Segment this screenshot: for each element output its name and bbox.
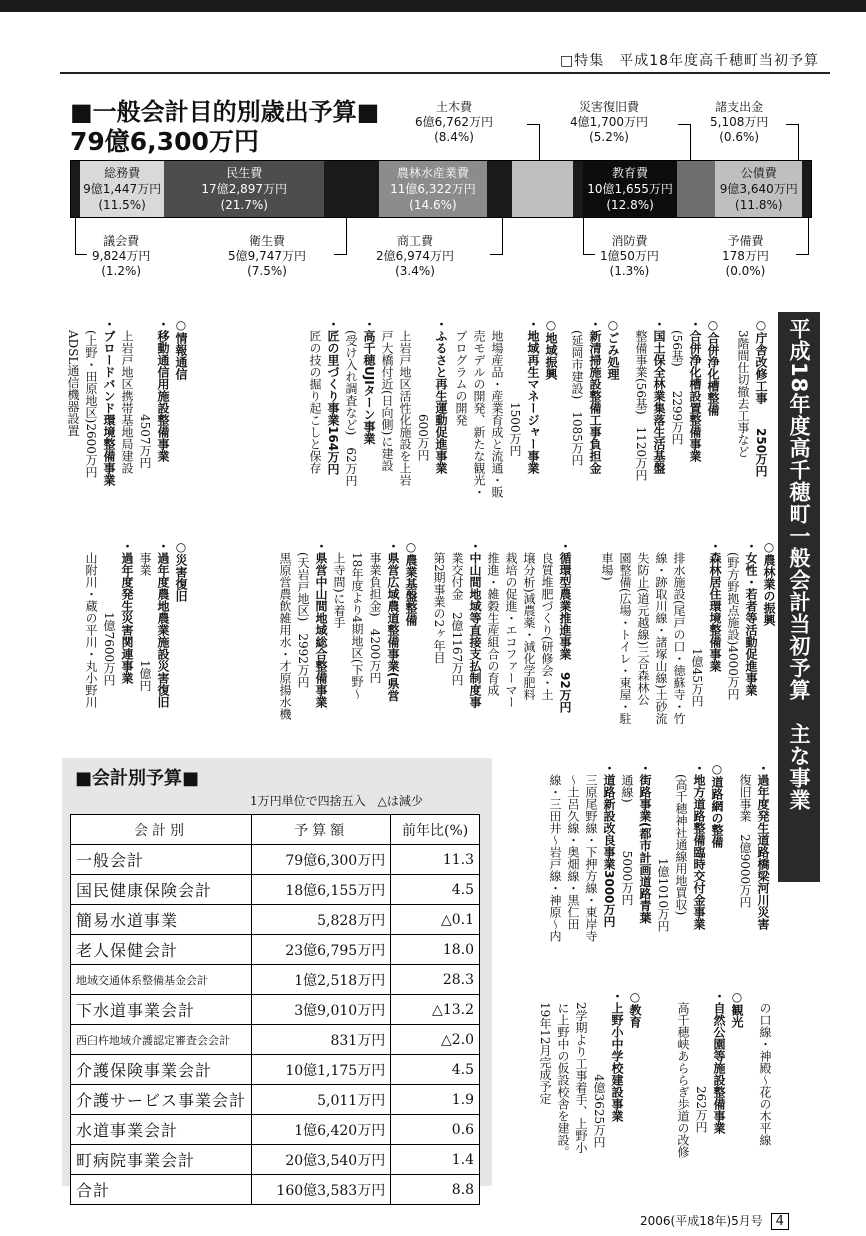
account-name: 町病院事業会計 <box>71 1145 252 1175</box>
account-change: △0.1 <box>391 905 480 935</box>
project-item-detail: プログラムの開発 <box>454 318 468 426</box>
account-name: 下水道事業会計 <box>71 995 252 1025</box>
project-item-detail: (上野・田原地区)2600万円 <box>84 318 98 478</box>
account-name: 介護保険事業会計 <box>71 1055 252 1085</box>
issue-date: 2006(平成18年)5月号 <box>640 1214 763 1228</box>
project-column <box>752 990 774 1180</box>
callout-doboku: 土木費 6億6,762万円 (8.4%) <box>415 100 493 144</box>
callout-tick <box>786 124 798 125</box>
account-change: 4.5 <box>391 875 480 905</box>
account-name: 介護サービス事業会計 <box>71 1085 252 1115</box>
project-item-detail: 1500万円 <box>508 318 522 457</box>
project-column <box>650 990 746 1180</box>
project-item-detail: (56基) 2299万円 <box>670 318 684 446</box>
project-item-detail: 栽培の促進・エコファーマー <box>504 540 518 708</box>
project-item-detail: 高千穂峡あららぎ歩道の改修 <box>676 990 690 1158</box>
top-border <box>0 0 866 12</box>
project-item-detail: 第2期事業の2ヶ年目 <box>432 540 446 664</box>
project-item-detail: (野方野拠点施設)4000万円 <box>726 540 740 700</box>
footer <box>640 1212 789 1230</box>
project-item-detail: (高千穂神社通線用地買収) <box>674 762 688 916</box>
project-item-title: ・女性・若者等活動促進事業 <box>744 540 758 696</box>
project-item-detail: の口線・神殿～花の木平線 <box>758 990 772 1146</box>
project-section-heading: ○合併浄化槽整備 <box>706 318 720 416</box>
segment-amount: 17億2,897万円 <box>201 182 288 196</box>
account-change: 28.3 <box>391 965 480 995</box>
expenditure-total: 79億6,300万円 <box>70 127 259 156</box>
project-item-detail: ADSL通信機器設置 <box>66 318 80 437</box>
account-change: 1.9 <box>391 1085 480 1115</box>
bar-segment-saigai <box>677 161 715 217</box>
project-item-detail: 園整備(広場・トイレ・東屋・駐 <box>618 540 632 725</box>
segment-name: 農林水産業費 <box>396 166 469 180</box>
segment-amount: 11億6,322万円 <box>390 182 476 196</box>
project-item-detail: 19年12月完成予定 <box>538 990 552 1105</box>
project-item-detail: 良質堆肥づくり(研修会・土 <box>540 540 554 701</box>
header-change: 前年比(%) <box>391 815 480 845</box>
header-account: 会計別 <box>71 815 252 845</box>
header-rule <box>60 72 830 74</box>
project-column <box>430 540 574 740</box>
table-row <box>71 1115 480 1145</box>
callout-tick <box>690 124 691 160</box>
project-item-detail: 1億1010万円 <box>656 762 670 933</box>
project-item-title: ・中山間地域等直接支払制度事 <box>468 540 482 708</box>
table-row <box>71 1175 480 1205</box>
project-item-detail: 事業負担金) 4200万円 <box>368 540 382 684</box>
segment-name: 総務費 <box>104 166 141 180</box>
account-amount: 20億3,540万円 <box>252 1145 391 1175</box>
account-name: 西臼杵地域介護認定審査会会計 <box>71 1025 252 1055</box>
project-section-heading: ○庁舎改修工事 250万円 <box>754 318 768 478</box>
project-item-detail: (受け入れ調査など) 62万円 <box>344 318 358 487</box>
project-section-heading: ○災害復旧 <box>174 540 188 602</box>
account-amount: 5,011万円 <box>252 1085 391 1115</box>
account-amount: 831万円 <box>252 1025 391 1055</box>
table-row <box>71 905 480 935</box>
project-item-detail: 業交付金 2億1167万円 <box>450 540 464 687</box>
project-item-title: ・高千穂UJIターン事業 <box>362 318 376 445</box>
project-item-detail: に上野中の仮設校舎を建設。 <box>556 990 570 1158</box>
project-item-title: ・道路新設改良事業3000万円 <box>602 762 616 928</box>
bar-segment-shoko <box>487 161 512 217</box>
project-item-detail: 壌分析)減農薬・減化学肥料 <box>522 540 536 701</box>
project-section-heading: ○地域振興 <box>544 318 558 380</box>
project-column <box>64 540 190 740</box>
accounts-note: 1万円単位で四捨五入 △は減少 <box>250 794 423 808</box>
project-section-heading: ○ごみ処理 <box>606 318 620 380</box>
project-item-detail: 上岩戸地区携帯基地局建設 <box>120 318 134 474</box>
project-item-title: ・県営中山間地域総合整備事業 <box>314 540 328 708</box>
table-row <box>71 845 480 875</box>
segment-amount: 9億1,447万円 <box>83 182 162 196</box>
callout-tick <box>502 218 503 255</box>
account-change: 0.6 <box>391 1115 480 1145</box>
callout-yobi: 予備費 178万円 (0.0%) <box>722 234 769 278</box>
account-change: 1.4 <box>391 1145 480 1175</box>
project-item-title: ・森林居住環境整備事業 <box>708 540 722 672</box>
project-section-heading: ○観光 <box>730 990 744 1028</box>
account-change: 18.0 <box>391 935 480 965</box>
bar-segment-somu <box>80 161 165 217</box>
project-item-title: ・地域再生マネージャー事業 <box>526 318 540 474</box>
account-amount: 5,828万円 <box>252 905 391 935</box>
project-section-heading: ○農林業の振興 <box>762 540 776 626</box>
segment-pct: (11.5%) <box>98 198 146 212</box>
project-section-heading: ○情報通信 <box>174 318 188 380</box>
header-section-title: □特集 平成18年度高千穂町当初予算 <box>560 53 820 69</box>
project-item-detail: 線・跡取川線・諸塚山線)土砂流 <box>654 540 668 725</box>
project-section-heading: ○教育 <box>628 990 642 1028</box>
project-item-detail: 失防止(道元越線)三合森林公 <box>636 540 650 706</box>
callout-tick <box>796 254 808 255</box>
table-row <box>71 965 480 995</box>
account-name: 簡易水道事業 <box>71 905 252 935</box>
project-item-detail: 18年度より4期地区(下野～ <box>350 540 364 700</box>
callout-tick <box>798 124 799 160</box>
project-item-detail: (延岡市建設) 1085万円 <box>570 318 584 466</box>
project-item-title: ・街路事業(都市計画道路青葉 <box>638 762 652 924</box>
project-item-detail: 黒原営農飲雑用水・才原揚水機 <box>278 540 292 720</box>
project-item-detail: 600万円 <box>416 318 430 461</box>
project-item-title: ・過年度発生道路橋梁河川災害 <box>756 762 770 930</box>
account-name: 地域交通体系整備基金会計 <box>71 965 252 995</box>
page-number: 4 <box>771 1213 789 1230</box>
project-item-detail: 復旧事業 2億9000万円 <box>738 762 752 909</box>
callout-tick <box>583 218 584 254</box>
account-amount: 1億6,420万円 <box>252 1115 391 1145</box>
project-item-detail: 4億3625万円 <box>592 990 606 1149</box>
callout-tick <box>678 124 690 125</box>
expenditure-title: ■一般会計目的別歳出予算■ <box>70 98 380 126</box>
accounts-title: ■会計別予算■ <box>75 768 200 789</box>
segment-amount: 10億1,655万円 <box>587 182 673 196</box>
project-item-title: ・匠の里づくり事業164万円 <box>326 318 340 476</box>
account-change: △13.2 <box>391 995 480 1025</box>
project-item-detail: 三原尾野線・下押方線・東岸寺 <box>584 762 598 942</box>
account-amount: 3億9,010万円 <box>252 995 391 1025</box>
bar-segment-minsei <box>164 161 324 217</box>
segment-name: 民生費 <box>226 166 263 180</box>
project-item-title: ・自然公園等施設整備事業 <box>712 990 726 1134</box>
callout-gikai: 議会費 9,824万円 (1.2%) <box>92 234 151 278</box>
bar-segment-shobo <box>573 161 583 217</box>
project-item-title: ・ふるさと再生運動促進事業 <box>434 318 448 474</box>
projects-title: 平成18年度高千穂町一般会計当初予算 主な事業 <box>787 318 811 812</box>
callout-shoko: 商工費 2億6,974万円 (3.4%) <box>376 234 454 278</box>
project-item-detail: 戸大橋付近(日向側)に建設 <box>380 318 394 472</box>
project-item-detail: 1億45万円 <box>690 540 704 707</box>
account-name: 合計 <box>71 1175 252 1205</box>
project-item-title: ・地方道路整備臨時交付金事業 <box>692 762 706 930</box>
table-row <box>71 1085 480 1115</box>
project-item-title: ・過年度農地農業施設災害復旧 <box>156 540 170 708</box>
project-column <box>578 540 778 740</box>
bar-segment-kyoiku <box>583 161 677 217</box>
project-column <box>730 762 772 962</box>
callout-tick <box>539 124 540 160</box>
project-item-detail: 車場) <box>600 540 614 581</box>
segment-name: 教育費 <box>612 166 649 180</box>
project-item-title: ・移動通信用施設整備事業 <box>156 318 170 462</box>
project-item-detail: 2学期より工事着手、上野小 <box>574 990 588 1154</box>
project-item-detail: 通線) 5000万円 <box>620 762 634 906</box>
callout-shoshishutsu: 諸支出金 5,108万円 (0.6%) <box>710 100 769 144</box>
account-change: 11.3 <box>391 845 480 875</box>
segment-pct: (14.6%) <box>409 198 457 212</box>
segment-pct: (12.8%) <box>606 198 654 212</box>
project-item-detail: 上寺間)に着手 <box>332 540 346 629</box>
project-item-title: ・合併浄化槽設置整備事業 <box>688 318 702 462</box>
project-item-detail: 整備事業(56基) 1120万円 <box>634 318 648 482</box>
project-item-title: ・ブロードバンド環境整備事業 <box>102 318 116 486</box>
table-row <box>71 1025 480 1055</box>
project-item-detail: 売モデルの開発、新たな観光・ <box>472 318 486 498</box>
segment-name: 公債費 <box>740 166 777 180</box>
callout-tick <box>346 218 347 255</box>
segment-amount: 9億3,640万円 <box>719 182 798 196</box>
callout-tick <box>75 254 87 255</box>
callout-shobo: 消防費 1億50万円 (1.3%) <box>600 234 659 278</box>
project-item-detail: 線・三田井～岩戸線・神原～内 <box>548 762 562 942</box>
project-column <box>506 762 726 962</box>
project-section-heading: ○農業基盤整備 <box>404 540 418 626</box>
project-item-detail: 1億7600万円 <box>102 540 116 687</box>
callout-tick <box>527 124 539 125</box>
project-item-detail: 上岩戸地区活性化施設を上岩 <box>398 318 412 486</box>
project-item-detail: 事業 1億円 <box>138 540 152 692</box>
bar-segment-gikai <box>71 161 80 217</box>
table-row <box>71 935 480 965</box>
table-row <box>71 1145 480 1175</box>
callout-tick <box>583 254 595 255</box>
project-item-title: ・新清掃施設整備工事負担金 <box>588 318 602 474</box>
project-item-title: ・県営広域農道整備事業(県営 <box>386 540 400 702</box>
project-item-detail: 匠の技の掘り起こしと保存 <box>308 318 322 474</box>
account-change: 8.8 <box>391 1175 480 1205</box>
header-amount: 予算額 <box>252 815 391 845</box>
callout-tick <box>334 254 346 255</box>
account-amount: 1億2,518万円 <box>252 965 391 995</box>
project-column <box>506 990 644 1180</box>
project-item-detail: 推進・雑穀生産組合の育成 <box>486 540 500 696</box>
expenditure-bar <box>70 160 812 218</box>
bar-segment-eisei <box>324 161 379 217</box>
bar-segment-doboku <box>512 161 574 217</box>
project-item-detail: 3階間仕切撤去工事など <box>736 318 750 458</box>
bar-segment-norin <box>379 161 486 217</box>
project-item-detail: 地場産品・産業育成と流通・販 <box>490 318 504 498</box>
account-amount: 160億3,583万円 <box>252 1175 391 1205</box>
account-name: 国民健康保険会計 <box>71 875 252 905</box>
table-row <box>71 995 480 1025</box>
account-change: △2.0 <box>391 1025 480 1055</box>
account-amount: 79億6,300万円 <box>252 845 391 875</box>
table-header-row <box>71 815 480 845</box>
accounts-table <box>70 814 480 1205</box>
project-section-heading: ○道路網の整備 <box>710 762 724 848</box>
account-amount: 18億6,155万円 <box>252 875 391 905</box>
project-item-title: ・上野小中学校建設事業 <box>610 990 624 1122</box>
project-column <box>204 540 420 740</box>
account-name: 一般会計 <box>71 845 252 875</box>
bar-segment-kosai <box>715 161 802 217</box>
account-name: 老人保健会計 <box>71 935 252 965</box>
table-row <box>71 875 480 905</box>
project-item-title: ・国土保全林業集落生活基盤 <box>652 318 666 474</box>
table-row <box>71 1055 480 1085</box>
project-item-detail: (天岩戸地区) 2992万円 <box>296 540 310 688</box>
segment-pct: (21.7%) <box>220 198 268 212</box>
project-item-detail: 山附川・蔵の平川・丸小野川 <box>84 540 98 708</box>
bar-segment-yobi <box>807 161 811 217</box>
project-item-detail: 排水施設(尾戸の口・徳蘇寺・竹 <box>672 540 686 725</box>
project-item-detail: 4507万円 <box>138 318 152 469</box>
segment-pct: (11.8%) <box>735 198 783 212</box>
project-item-detail: 262万円 <box>694 990 708 1133</box>
account-amount: 23億6,795万円 <box>252 935 391 965</box>
callout-tick <box>75 218 76 254</box>
callout-tick <box>808 218 809 255</box>
callout-saigai: 災害復旧費 4億1,700万円 (5.2%) <box>570 100 648 144</box>
account-name: 水道事業会計 <box>71 1115 252 1145</box>
project-item-title: ・循環型農業推進事業 92万円 <box>558 540 572 713</box>
callout-tick <box>490 254 502 255</box>
account-amount: 10億1,175万円 <box>252 1055 391 1085</box>
project-item-title: ・過年度発生災害関連事業 <box>120 540 134 684</box>
account-change: 4.5 <box>391 1055 480 1085</box>
callout-eisei: 衛生費 5億9,747万円 (7.5%) <box>228 234 306 278</box>
project-item-detail: ～土呂久線・奥畑線・黒仁田 <box>566 762 580 930</box>
